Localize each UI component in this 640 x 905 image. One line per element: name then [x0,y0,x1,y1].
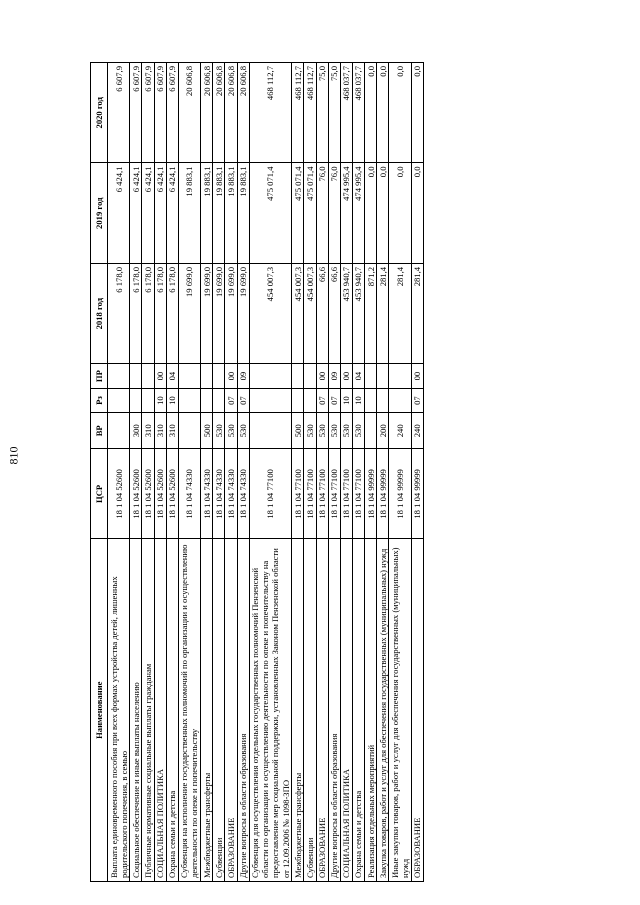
cell-2020: 6 607,9 [108,63,130,164]
header-2019: 2019 год [91,163,108,263]
cell-2018: 19 699,0 [201,263,213,363]
cell-vr: 530 [213,413,225,449]
cell-vr: 200 [377,413,389,449]
cell-pr [377,364,389,388]
table-row [225,63,237,882]
cell-2019: 76,0 [316,163,328,263]
cell-vr: 310 [142,413,154,449]
cell-csr: 18 1 04 77100 [340,449,352,539]
cell-2020: 0,0 [365,63,377,164]
header-name: Наименование [91,539,108,882]
cell-2019: 474 995,4 [352,163,364,263]
header-vr: ВР [91,413,108,449]
cell-2020: 0,0 [411,63,423,164]
cell-2018: 453 940,7 [352,263,364,363]
cell-csr: 18 1 04 99999 [365,449,377,539]
cell-rz [108,388,130,412]
cell-vr: 310 [154,413,166,449]
cell-2018: 66,6 [328,263,340,363]
cell-2020: 468 037,7 [340,63,352,164]
cell-csr: 18 1 04 74330 [213,449,225,539]
cell-pr: 09 [328,364,340,388]
cell-rz [389,388,411,412]
cell-2018: 281,4 [411,263,423,363]
cell-name: Межбюджетные трансферты [292,539,304,882]
cell-csr: 18 1 04 77100 [328,449,340,539]
cell-vr: 530 [340,413,352,449]
cell-vr: 530 [225,413,237,449]
cell-csr: 18 1 04 52600 [108,449,130,539]
cell-2018: 454 007,3 [304,263,316,363]
cell-2018: 6 178,0 [108,263,130,363]
cell-pr: 04 [352,364,364,388]
cell-2020: 20 606,8 [225,63,237,164]
cell-rz: 10 [340,388,352,412]
table-row [142,63,154,882]
cell-name: СОЦИАЛЬНАЯ ПОЛИТИКА [154,539,166,882]
cell-csr: 18 1 04 74330 [225,449,237,539]
cell-csr: 18 1 04 99999 [389,449,411,539]
cell-2019: 0,0 [365,163,377,263]
cell-pr: 00 [411,364,423,388]
cell-pr [201,364,213,388]
cell-2019: 19 883,1 [213,163,225,263]
cell-2018: 19 699,0 [237,263,249,363]
cell-2019: 6 424,1 [108,163,130,263]
cell-rz [365,388,377,412]
cell-2019: 0,0 [389,163,411,263]
cell-pr [130,364,142,388]
cell-pr: 00 [340,364,352,388]
cell-2019: 475 071,4 [292,163,304,263]
table-body [108,63,424,882]
cell-2020: 20 606,8 [213,63,225,164]
cell-csr: 18 1 04 52600 [142,449,154,539]
table-row [201,63,213,882]
cell-2018: 19 699,0 [225,263,237,363]
table-row [166,63,178,882]
cell-csr: 18 1 04 74330 [178,449,200,539]
cell-name: Закупка товаров, работ и услуг для обеспечения государственных (муниципальных) нужд [377,539,389,882]
cell-2020: 6 607,9 [130,63,142,164]
header-2020: 2020 год [91,63,108,164]
cell-name: СОЦИАЛЬНАЯ ПОЛИТИКА [340,539,352,882]
cell-rz [249,388,292,412]
cell-2018: 6 178,0 [130,263,142,363]
table-row [108,63,130,882]
cell-pr: 04 [166,364,178,388]
table-row [389,63,411,882]
cell-csr: 18 1 04 99999 [377,449,389,539]
cell-2018: 6 178,0 [166,263,178,363]
table-row [365,63,377,882]
table-row [304,63,316,882]
cell-rz: 07 [316,388,328,412]
cell-vr: 530 [304,413,316,449]
cell-name: Охрана семьи и детства [166,539,178,882]
cell-2020: 75,0 [328,63,340,164]
cell-2018: 6 178,0 [154,263,166,363]
cell-2020: 468 112,7 [304,63,316,164]
cell-name: Субвенция на исполнение государственных полномочий по организации и осуществлению деятельности по опеке и попечительству [178,539,200,882]
page-number: 810 [6,446,21,465]
cell-vr: 530 [352,413,364,449]
cell-csr: 18 1 04 77100 [316,449,328,539]
cell-2020: 20 606,8 [178,63,200,164]
cell-vr [178,413,200,449]
table-row [237,63,249,882]
cell-vr [249,413,292,449]
table-row [130,63,142,882]
cell-2019: 76,0 [328,163,340,263]
cell-2019: 19 883,1 [225,163,237,263]
cell-name: Публичные нормативные социальные выплаты гражданам [142,539,154,882]
cell-name: Социальное обеспечение и иные выплаты населению [130,539,142,882]
header-csr: ЦСР [91,449,108,539]
cell-csr: 18 1 04 99999 [411,449,423,539]
cell-rz: 07 [328,388,340,412]
cell-rz [130,388,142,412]
cell-2019: 19 883,1 [237,163,249,263]
table-row [178,63,200,882]
cell-2018: 454 007,3 [249,263,292,363]
cell-rz: 07 [411,388,423,412]
cell-vr: 240 [389,413,411,449]
table-row [377,63,389,882]
cell-vr: 530 [316,413,328,449]
cell-2020: 6 607,9 [154,63,166,164]
header-2018: 2018 год [91,263,108,363]
cell-rz [304,388,316,412]
cell-name: ОБРАЗОВАНИЕ [225,539,237,882]
cell-csr: 18 1 04 77100 [249,449,292,539]
header-pr: ПР [91,364,108,388]
cell-2020: 20 606,8 [201,63,213,164]
cell-2020: 0,0 [389,63,411,164]
cell-2019: 0,0 [411,163,423,263]
cell-rz: 07 [225,388,237,412]
table-row [154,63,166,882]
cell-2020: 20 606,8 [237,63,249,164]
cell-2019: 6 424,1 [166,163,178,263]
cell-vr: 240 [411,413,423,449]
cell-rz [142,388,154,412]
cell-csr: 18 1 04 52600 [166,449,178,539]
cell-vr: 310 [166,413,178,449]
cell-vr: 500 [201,413,213,449]
cell-2020: 6 607,9 [166,63,178,164]
cell-pr [108,364,130,388]
cell-2019: 19 883,1 [178,163,200,263]
table-row [292,63,304,882]
cell-rz: 10 [352,388,364,412]
cell-name: ОБРАЗОВАНИЕ [316,539,328,882]
table-row [328,63,340,882]
cell-pr [304,364,316,388]
cell-csr: 18 1 04 74330 [201,449,213,539]
cell-2019: 475 071,4 [249,163,292,263]
cell-pr [249,364,292,388]
cell-2018: 66,6 [316,263,328,363]
cell-rz [292,388,304,412]
cell-pr: 09 [237,364,249,388]
cell-2020: 468 112,7 [249,63,292,164]
cell-csr: 18 1 04 77100 [352,449,364,539]
cell-2019: 474 995,4 [340,163,352,263]
cell-csr: 18 1 04 52600 [130,449,142,539]
cell-2018: 454 007,3 [292,263,304,363]
budget-table [90,62,424,882]
cell-vr: 530 [237,413,249,449]
cell-vr: 530 [328,413,340,449]
cell-2020: 468 037,7 [352,63,364,164]
cell-2018: 19 699,0 [213,263,225,363]
cell-2018: 871,2 [365,263,377,363]
cell-name: Субвенция для осуществления отдельных государственных полномочий Пензенской области по организации и осуществлению деятельности по опеке и попечительству на предоставление мер социальной поддержки, установленных Законом Пензенской области от 12.09.2006 № 1098-ЗПО [249,539,292,882]
cell-rz [377,388,389,412]
cell-pr [178,364,200,388]
cell-2019: 19 883,1 [201,163,213,263]
cell-2018: 453 940,7 [340,263,352,363]
cell-name: Выплата единовременного пособия при всех формах устройства детей, лишенных родительского попечения, в семью [108,539,130,882]
cell-vr [365,413,377,449]
cell-2019: 0,0 [377,163,389,263]
cell-rz [201,388,213,412]
cell-rz: 07 [237,388,249,412]
cell-name: ОБРАЗОВАНИЕ [411,539,423,882]
table-row [213,63,225,882]
cell-vr: 500 [292,413,304,449]
table-row [352,63,364,882]
cell-pr [213,364,225,388]
cell-2019: 475 071,4 [304,163,316,263]
cell-rz [178,388,200,412]
cell-2018: 281,4 [389,263,411,363]
cell-pr [389,364,411,388]
cell-2020: 0,0 [377,63,389,164]
cell-vr: 300 [130,413,142,449]
cell-name: Межбюджетные трансферты [201,539,213,882]
cell-2020: 6 607,9 [142,63,154,164]
cell-pr: 00 [225,364,237,388]
cell-pr [292,364,304,388]
cell-2019: 6 424,1 [154,163,166,263]
cell-name: Охрана семьи и детства [352,539,364,882]
cell-2018: 6 178,0 [142,263,154,363]
cell-2018: 281,4 [377,263,389,363]
header-row [91,63,108,882]
table-row [340,63,352,882]
cell-pr: 00 [154,364,166,388]
cell-name: Реализация отдельных мероприятий [365,539,377,882]
cell-rz: 10 [154,388,166,412]
cell-name: Другие вопросы в области образования [328,539,340,882]
cell-name: Субвенции [213,539,225,882]
rotated-table-area [90,62,550,882]
cell-pr [365,364,377,388]
cell-pr [142,364,154,388]
table-row [411,63,423,882]
cell-name: Иные закупки товаров, работ и услуг для обеспечения государственных (муниципальных) нужд [389,539,411,882]
cell-2020: 468 112,7 [292,63,304,164]
header-rz: Рз [91,388,108,412]
cell-csr: 18 1 04 52600 [154,449,166,539]
cell-name: Другие вопросы в области образования [237,539,249,882]
table-row [249,63,292,882]
cell-csr: 18 1 04 77100 [304,449,316,539]
cell-2019: 6 424,1 [142,163,154,263]
cell-csr: 18 1 04 74330 [237,449,249,539]
cell-rz: 10 [166,388,178,412]
cell-pr: 00 [316,364,328,388]
cell-vr [108,413,130,449]
cell-2020: 75,0 [316,63,328,164]
cell-name: Субвенции [304,539,316,882]
cell-rz [213,388,225,412]
table-row [316,63,328,882]
cell-2019: 6 424,1 [130,163,142,263]
cell-csr: 18 1 04 77100 [292,449,304,539]
cell-2018: 19 699,0 [178,263,200,363]
